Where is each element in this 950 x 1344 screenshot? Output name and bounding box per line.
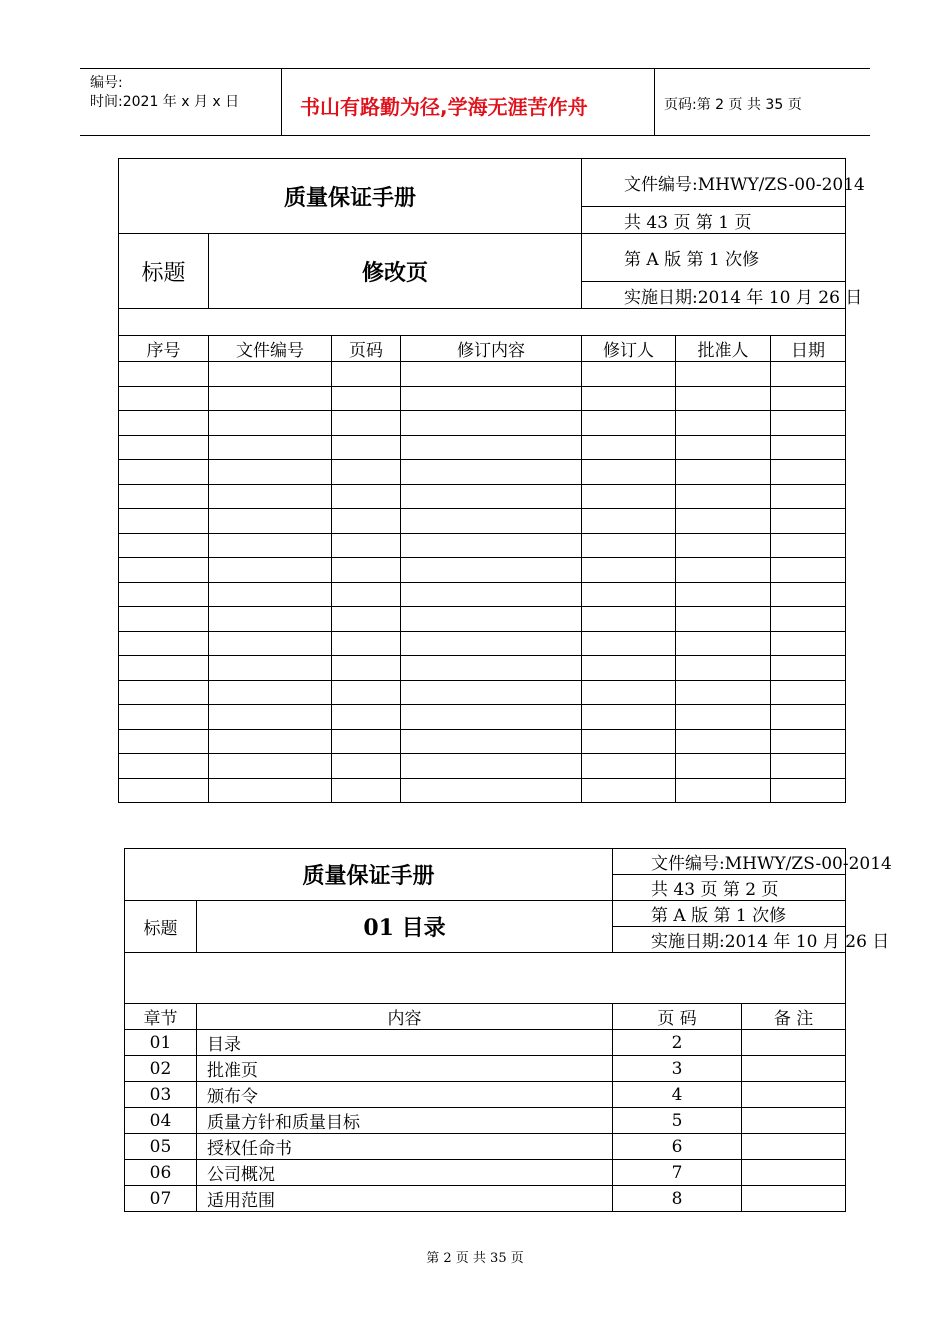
table-cell	[582, 729, 676, 754]
table-cell	[332, 558, 401, 583]
table-cell	[771, 411, 846, 436]
col-header: 页码	[332, 336, 401, 362]
table-cell	[676, 656, 771, 681]
toc-content: 适用范围	[197, 1186, 613, 1212]
toc-note	[742, 1030, 846, 1056]
header-divider	[654, 68, 655, 135]
table-cell	[676, 484, 771, 509]
version-info: 第 A 版 第 1 次修	[613, 901, 846, 927]
header-time-label: 时间:2021 年 x 月 x 日	[90, 94, 240, 110]
table-cell	[209, 582, 332, 607]
table-row	[119, 754, 846, 779]
table-cell	[676, 362, 771, 387]
table-cell	[119, 729, 209, 754]
table-cell	[119, 656, 209, 681]
table-cell	[119, 533, 209, 558]
table-cell	[209, 362, 332, 387]
table-cell	[582, 533, 676, 558]
header-page-info: 页码:第 2 页 共 35 页	[664, 97, 802, 113]
table-cell	[119, 582, 209, 607]
toc-chapter: 06	[125, 1160, 197, 1186]
toc-row	[125, 1134, 846, 1160]
table-cell	[209, 607, 332, 632]
toc-note	[742, 1082, 846, 1108]
table-cell	[771, 533, 846, 558]
table-cell	[771, 656, 846, 681]
table-cell	[119, 631, 209, 656]
toc-page: 7	[613, 1160, 742, 1186]
table-cell	[332, 411, 401, 436]
table-cell	[771, 607, 846, 632]
toc-row	[125, 1186, 846, 1212]
toc-row	[125, 1160, 846, 1186]
table-cell	[332, 362, 401, 387]
col-header: 序号	[119, 336, 209, 362]
table-cell	[332, 680, 401, 705]
table-cell	[209, 680, 332, 705]
header-bottom-rule	[80, 135, 870, 136]
col-header: 页 码	[613, 1004, 742, 1030]
table-cell	[771, 680, 846, 705]
toc-content: 公司概况	[197, 1160, 613, 1186]
table-cell	[582, 509, 676, 534]
table-cell	[771, 386, 846, 411]
title-label: 标题	[119, 234, 209, 309]
table-row	[119, 460, 846, 485]
table-cell	[676, 435, 771, 460]
table-cell	[676, 754, 771, 779]
table-cell	[771, 460, 846, 485]
table-cell	[119, 754, 209, 779]
table-cell	[771, 778, 846, 803]
toc-rows	[125, 1030, 846, 1212]
table-row	[119, 680, 846, 705]
toc-note	[742, 1056, 846, 1082]
table-cell	[771, 582, 846, 607]
toc-page: 2	[613, 1030, 742, 1056]
table-cell	[332, 754, 401, 779]
version-info: 第 A 版 第 1 次修	[582, 234, 846, 282]
page-count: 共 43 页 第 1 页	[582, 207, 846, 234]
table-cell	[401, 729, 582, 754]
table-cell	[582, 705, 676, 730]
toc-content: 批准页	[197, 1056, 613, 1082]
col-header: 批准人	[676, 336, 771, 362]
toc-row	[125, 1082, 846, 1108]
col-header: 章节	[125, 1004, 197, 1030]
toc-page: 6	[613, 1134, 742, 1160]
table-cell	[401, 460, 582, 485]
table-cell	[771, 754, 846, 779]
table-cell	[676, 558, 771, 583]
table-cell	[119, 705, 209, 730]
table-cell	[582, 778, 676, 803]
title-label: 标题	[125, 901, 197, 953]
toc-chapter: 01	[125, 1030, 197, 1056]
revision-rows	[119, 362, 846, 803]
table-cell	[582, 386, 676, 411]
toc-chapter: 04	[125, 1108, 197, 1134]
table-cell	[401, 631, 582, 656]
toc-chapter: 03	[125, 1082, 197, 1108]
table-row	[119, 558, 846, 583]
table-cell	[582, 754, 676, 779]
table-cell	[676, 386, 771, 411]
toc-content: 颁布令	[197, 1082, 613, 1108]
table-cell	[332, 729, 401, 754]
table-cell	[332, 656, 401, 681]
toc-chapter: 02	[125, 1056, 197, 1082]
table-row	[119, 607, 846, 632]
table-cell	[582, 607, 676, 632]
table-cell	[332, 705, 401, 730]
table-cell	[209, 509, 332, 534]
table-row	[119, 362, 846, 387]
table-row	[119, 509, 846, 534]
table-cell	[332, 582, 401, 607]
toc-content: 质量方针和质量目标	[197, 1108, 613, 1134]
table-cell	[401, 778, 582, 803]
table-cell	[401, 680, 582, 705]
implementation-date: 实施日期:2014 年 10 月 26 日	[582, 282, 846, 309]
table-cell	[582, 631, 676, 656]
table-cell	[771, 484, 846, 509]
table-cell	[582, 484, 676, 509]
table-cell	[401, 582, 582, 607]
table-row	[119, 631, 846, 656]
table-cell	[676, 509, 771, 534]
table-cell	[209, 705, 332, 730]
table-cell	[332, 533, 401, 558]
doc-number: 文件编号:MHWY/ZS-00-2014	[613, 849, 846, 875]
table-cell	[119, 460, 209, 485]
toc-header-row	[125, 1004, 846, 1030]
table-cell	[401, 509, 582, 534]
table-cell	[582, 582, 676, 607]
table-cell	[401, 435, 582, 460]
table-cell	[401, 558, 582, 583]
table-cell	[332, 607, 401, 632]
spacer-row	[119, 309, 846, 336]
table-cell	[209, 460, 332, 485]
table-cell	[401, 484, 582, 509]
revision-form	[118, 158, 865, 803]
doc-number: 文件编号:MHWY/ZS-00-2014	[582, 159, 846, 207]
table-cell	[209, 411, 332, 436]
toc-page: 5	[613, 1108, 742, 1134]
table-cell	[582, 411, 676, 436]
table-cell	[582, 435, 676, 460]
table-cell	[582, 362, 676, 387]
table-cell	[771, 509, 846, 534]
table-cell	[332, 386, 401, 411]
col-header: 文件编号	[209, 336, 332, 362]
table-cell	[209, 656, 332, 681]
table-cell	[209, 386, 332, 411]
table-cell	[332, 460, 401, 485]
table-cell	[676, 631, 771, 656]
toc-note	[742, 1160, 846, 1186]
table-cell	[676, 729, 771, 754]
table-cell	[676, 582, 771, 607]
header-motto: 书山有路勤为径,学海无涯苦作舟	[300, 95, 588, 119]
table-row	[119, 411, 846, 436]
col-header: 日期	[771, 336, 846, 362]
table-cell	[209, 533, 332, 558]
table-cell	[676, 460, 771, 485]
revision-header-row	[119, 336, 846, 362]
table-cell	[209, 754, 332, 779]
table-cell	[401, 656, 582, 681]
table-cell	[676, 778, 771, 803]
header-divider	[281, 68, 282, 135]
table-cell	[332, 631, 401, 656]
table-cell	[582, 558, 676, 583]
table-cell	[676, 607, 771, 632]
title-value: 01 目录	[197, 901, 613, 953]
table-row	[119, 484, 846, 509]
table-cell	[209, 484, 332, 509]
toc-chapter: 05	[125, 1134, 197, 1160]
toc-page: 8	[613, 1186, 742, 1212]
col-header: 备 注	[742, 1004, 846, 1030]
title-value: 修改页	[209, 234, 582, 309]
table-cell	[676, 705, 771, 730]
table-cell	[332, 509, 401, 534]
table-cell	[119, 509, 209, 534]
table-cell	[401, 386, 582, 411]
table-cell	[771, 362, 846, 387]
table-cell	[582, 656, 676, 681]
table-cell	[209, 435, 332, 460]
table-cell	[209, 729, 332, 754]
page-footer: 第 2 页 共 35 页	[426, 1251, 524, 1266]
table-cell	[771, 729, 846, 754]
table-cell	[209, 558, 332, 583]
toc-content: 授权任命书	[197, 1134, 613, 1160]
manual-title: 质量保证手册	[119, 159, 582, 234]
toc-row	[125, 1108, 846, 1134]
table-cell	[401, 533, 582, 558]
table-cell	[771, 435, 846, 460]
toc-row	[125, 1030, 846, 1056]
toc-content: 目录	[197, 1030, 613, 1056]
toc-page: 3	[613, 1056, 742, 1082]
table-cell	[401, 754, 582, 779]
header-number-label: 编号:	[90, 75, 123, 91]
table-cell	[401, 411, 582, 436]
table-row	[119, 582, 846, 607]
table-cell	[119, 362, 209, 387]
table-cell	[771, 705, 846, 730]
table-cell	[119, 386, 209, 411]
col-header: 修订人	[582, 336, 676, 362]
table-cell	[332, 778, 401, 803]
table-cell	[401, 705, 582, 730]
table-cell	[771, 631, 846, 656]
implementation-date: 实施日期:2014 年 10 月 26 日	[613, 927, 846, 953]
table-cell	[332, 435, 401, 460]
table-cell	[582, 680, 676, 705]
table-cell	[676, 411, 771, 436]
toc-form	[124, 848, 892, 1212]
table-row	[119, 533, 846, 558]
table-row	[119, 435, 846, 460]
col-header: 内容	[197, 1004, 613, 1030]
toc-page: 4	[613, 1082, 742, 1108]
table-cell	[119, 680, 209, 705]
table-row	[119, 656, 846, 681]
table-cell	[401, 607, 582, 632]
table-cell	[119, 411, 209, 436]
table-cell	[582, 460, 676, 485]
table-cell	[119, 435, 209, 460]
toc-note	[742, 1108, 846, 1134]
table-cell	[119, 558, 209, 583]
table-cell	[332, 484, 401, 509]
toc-chapter: 07	[125, 1186, 197, 1212]
header-top-rule	[80, 68, 870, 69]
toc-row	[125, 1056, 846, 1082]
table-cell	[119, 778, 209, 803]
table-cell	[209, 778, 332, 803]
table-cell	[676, 533, 771, 558]
table-row	[119, 386, 846, 411]
table-cell	[676, 680, 771, 705]
toc-note	[742, 1186, 846, 1212]
page-count: 共 43 页 第 2 页	[613, 875, 846, 901]
col-header: 修订内容	[401, 336, 582, 362]
table-row	[119, 705, 846, 730]
table-cell	[119, 607, 209, 632]
spacer-row	[125, 953, 846, 1004]
manual-title: 质量保证手册	[125, 849, 613, 901]
table-cell	[209, 631, 332, 656]
table-row	[119, 729, 846, 754]
table-row	[119, 778, 846, 803]
table-cell	[771, 558, 846, 583]
table-cell	[119, 484, 209, 509]
toc-note	[742, 1134, 846, 1160]
table-cell	[401, 362, 582, 387]
